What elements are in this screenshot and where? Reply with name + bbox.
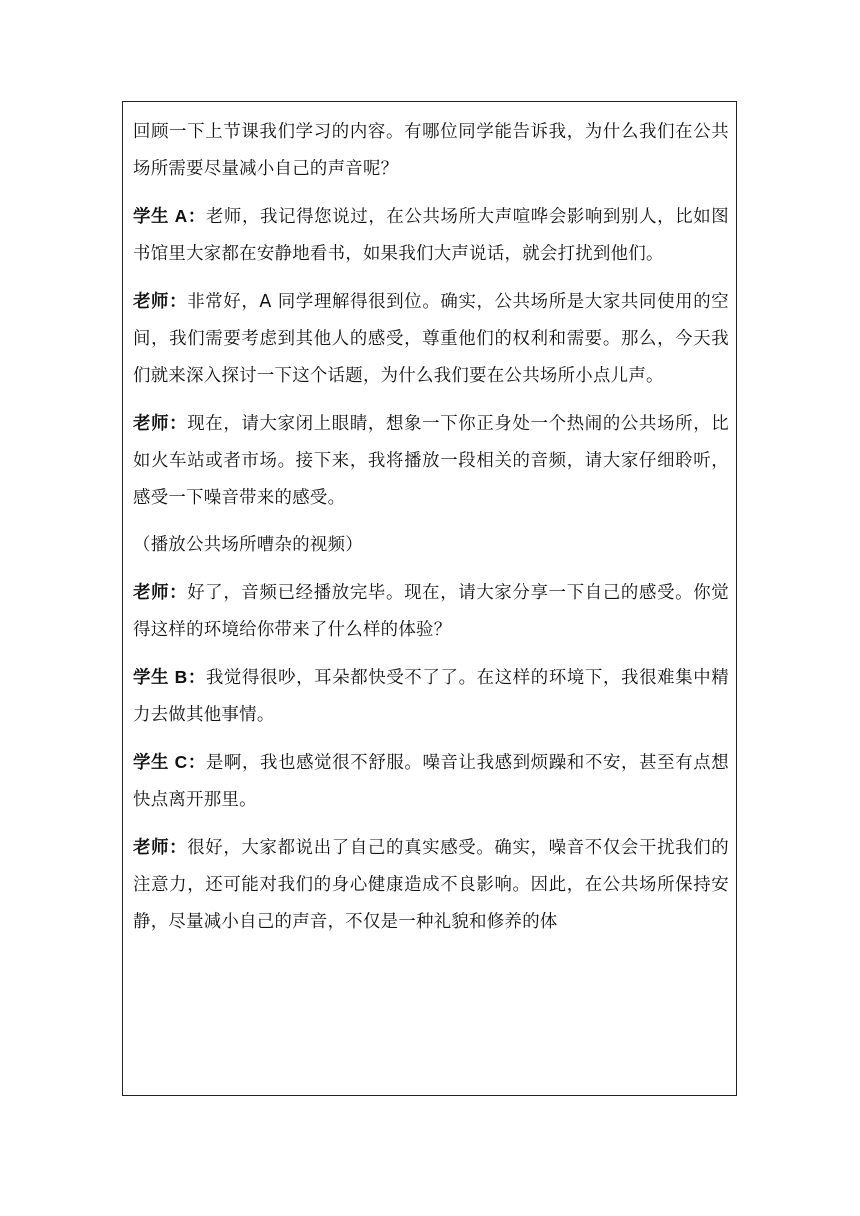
- table-cell: [122, 101, 737, 1096]
- speaker-label: 老师：: [133, 413, 188, 433]
- paragraph-text: 回顾一下上节课我们学习的内容。有哪位同学能告诉我，为什么我们在公共场所需要尽量减小自己的声音呢？: [133, 122, 729, 179]
- paragraph: [133, 829, 729, 941]
- paragraph: [133, 574, 729, 649]
- paragraph-text: 老师，我记得您说过，在公共场所大声喧哗会影响到别人，比如图书馆里大家都在安静地看书，如果我们大声说话，就会打扰到他们。: [133, 207, 729, 264]
- paragraph-text: 好了，音频已经播放完毕。现在，请大家分享一下自己的感受。你觉得这样的环境给你带来了什么样的体验？: [133, 583, 729, 640]
- speaker-label: 学生 B：: [133, 667, 206, 687]
- paragraph-text: 很好，大家都说出了自己的真实感受。确实，噪音不仅会干扰我们的注意力，还可能对我们的身心健康造成不良影响。因此，在公共场所保持安静，尽量减小自己的声音，不仅是一种礼貌和修养的体: [133, 838, 729, 932]
- paragraph: [133, 283, 729, 395]
- paragraph: [133, 198, 729, 273]
- speaker-label: 老师：: [133, 291, 188, 311]
- paragraph: [133, 114, 729, 188]
- paragraph-text: 是啊，我也感觉很不舒服。噪音让我感到烦躁和不安，甚至有点想快点离开那里。: [133, 753, 729, 810]
- paragraph-text: 非常好，A 同学理解得很到位。确实，公共场所是大家共同使用的空间，我们需要考虑到其他人的感受，尊重他们的权利和需要。那么，今天我们就来深入探讨一下这个话题，为什么我们要在公共场所小点儿声。: [133, 292, 729, 386]
- paragraph-text: 我觉得很吵，耳朵都快受不了了。在这样的环境下，我很难集中精力去做其他事情。: [133, 668, 729, 725]
- paragraph: [133, 659, 729, 734]
- speaker-label: 老师：: [133, 582, 188, 602]
- paragraph: [133, 744, 729, 819]
- paragraph-text: （播放公共场所嘈杂的视频）: [133, 535, 363, 555]
- dialogue-content: [133, 114, 729, 951]
- paragraph-text: 现在，请大家闭上眼睛，想象一下你正身处一个热闹的公共场所，比如火车站或者市场。接下来，我将播放一段相关的音频，请大家仔细聆听，感受一下噪音带来的感受。: [133, 414, 729, 508]
- paragraph: [133, 405, 729, 517]
- speaker-label: 学生 A：: [133, 206, 206, 226]
- speaker-label: 老师：: [133, 837, 188, 857]
- speaker-label: 学生 C：: [133, 752, 206, 772]
- paragraph: [133, 527, 729, 564]
